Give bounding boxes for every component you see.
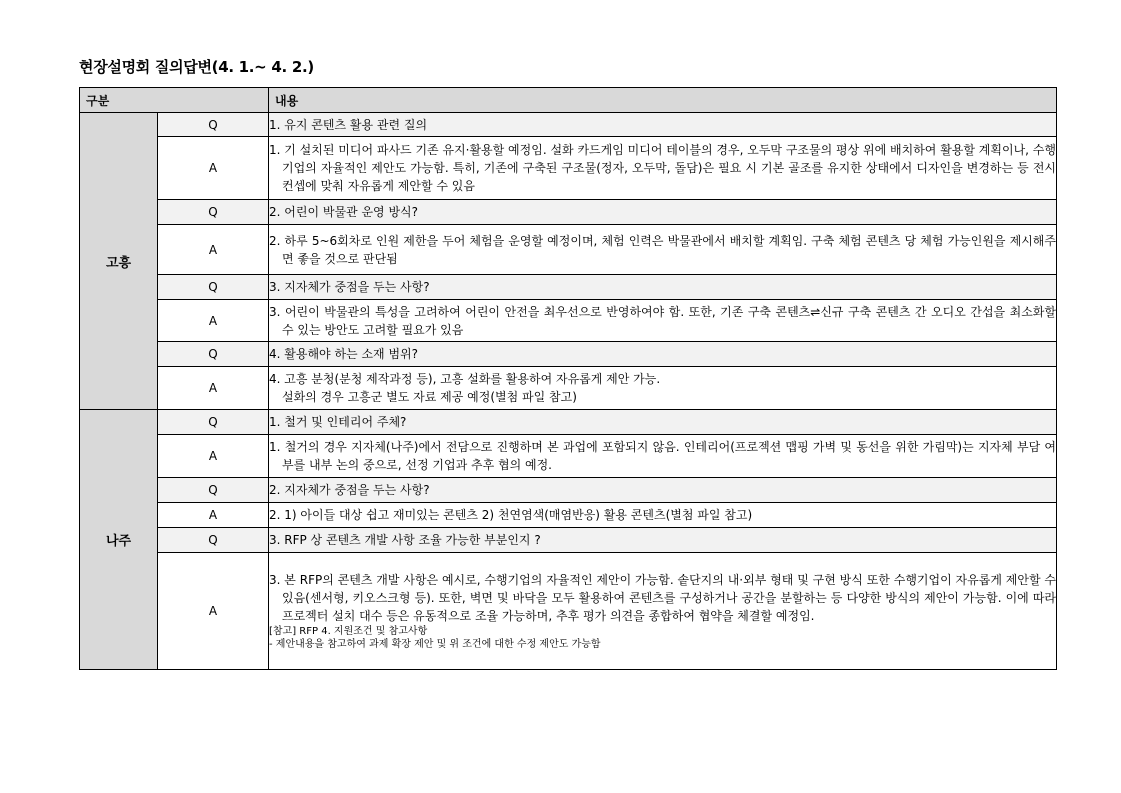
answer-text: 3. 어린이 박물관의 특성을 고려하여 어린이 안전을 최우선으로 반영하여야 함. 또한, 기존 구축 콘텐츠⇌신규 구축 콘텐츠 간 오디오 간섭을 최소화할 수 있는 방안도 고려할 필요가 있음 bbox=[269, 300, 1057, 342]
row-type: Q bbox=[158, 478, 269, 503]
table-header-row bbox=[80, 88, 1057, 113]
question-text: 3. 지자체가 중점을 두는 사항? bbox=[269, 275, 1057, 300]
table-row bbox=[80, 435, 1057, 478]
header-content: 내용 bbox=[269, 88, 1057, 113]
table-row bbox=[80, 410, 1057, 435]
question-text: 1. 철거 및 인테리어 주체? bbox=[269, 410, 1057, 435]
question-text: 3. RFP 상 콘텐츠 개발 사항 조율 가능한 부분인지 ? bbox=[269, 528, 1057, 553]
question-text: 4. 활용해야 하는 소재 범위? bbox=[269, 342, 1057, 367]
row-type: Q bbox=[158, 410, 269, 435]
table-row bbox=[80, 478, 1057, 503]
table-row bbox=[80, 528, 1057, 553]
region-label-naju: 나주 bbox=[80, 410, 158, 670]
table-row bbox=[80, 367, 1057, 410]
region-label-goheung: 고흥 bbox=[80, 113, 158, 410]
question-text: 2. 어린이 박물관 운영 방식? bbox=[269, 200, 1057, 225]
qa-table bbox=[79, 87, 1057, 670]
table-row bbox=[80, 225, 1057, 275]
row-type: Q bbox=[158, 275, 269, 300]
row-type: Q bbox=[158, 200, 269, 225]
answer-text: 2. 1) 아이들 대상 쉽고 재미있는 콘텐츠 2) 천연염색(매염반응) 활용 콘텐츠(별첨 파일 참고) bbox=[269, 503, 1057, 528]
row-type: A bbox=[158, 503, 269, 528]
table-row bbox=[80, 553, 1057, 670]
row-type: A bbox=[158, 300, 269, 342]
table-row bbox=[80, 503, 1057, 528]
row-type: A bbox=[158, 367, 269, 410]
reference-note: [참고] RFP 4. 지원조건 및 참고사항 bbox=[269, 626, 428, 637]
table-row bbox=[80, 113, 1057, 137]
answer-text: 2. 하루 5~6회차로 인원 제한을 두어 체험을 운영할 예정이며, 체험 인력은 박물관에서 배치할 계획임. 구축 체험 콘텐츠 당 체험 가능인원을 제시해주면 좋을 것으로 판단됨 bbox=[269, 225, 1057, 275]
table-row bbox=[80, 137, 1057, 200]
table-row bbox=[80, 275, 1057, 300]
row-type: A bbox=[158, 553, 269, 670]
answer-text: 1. 기 설치된 미디어 파사드 기존 유지·활용할 예정임. 설화 카드게임 미디어 테이블의 경우, 오두막 구조물의 평상 위에 배치하여 활용할 계획이나, 수행기업의 자율적인 제안도 가능함. 특히, 기존에 구축된 구조물(정자, 오두막, 돌담)은 필요 시 기본 골조를 유지한 상태에서 디자인을 변경하는 등 전시 컨셉에 맞춰 자유롭게 제안할 수 있음 bbox=[269, 137, 1057, 200]
row-type: A bbox=[158, 225, 269, 275]
row-type: A bbox=[158, 137, 269, 200]
row-type: Q bbox=[158, 113, 269, 137]
page-title: 현장설명회 질의답변(4. 1.~ 4. 2.) bbox=[79, 58, 314, 76]
reference-note-detail: - 제안내용을 참고하여 과제 확장 제안 및 위 조건에 대한 수정 제안도 가능함 bbox=[269, 639, 601, 650]
question-text: 2. 지자체가 중점을 두는 사항? bbox=[269, 478, 1057, 503]
table-row bbox=[80, 200, 1057, 225]
question-text: 1. 유지 콘텐츠 활용 관련 질의 bbox=[269, 113, 1057, 137]
row-type: Q bbox=[158, 342, 269, 367]
table-row bbox=[80, 342, 1057, 367]
answer-text: 3. 본 RFP의 콘텐츠 개발 사항은 예시로, 수행기업의 자율적인 제안이 가능함. 솥단지의 내·외부 형태 및 구현 방식 또한 수행기업이 자유롭게 제안할 수 있음(센서형, 키오스크형 등). 또한, 벽면 및 바닥을 모두 활용하여 콘텐츠를 구성하거나 공간을 분할하는 등 다양한 방식의 제안이 가능함. 이에 따라 프로젝터 설치 대수 등은 유동적으로 조율 가능하며, 추후 평가 의견을 종합하여 협약을 체결할 예정임. [참고] RFP 4. 지원조건 및 참고사항 - 제안내용을 참고하여 과제 확장 제안 및 위 조건에 대한 수정 제안도 가능함 bbox=[269, 553, 1057, 670]
table-row bbox=[80, 300, 1057, 342]
header-category: 구분 bbox=[80, 88, 269, 113]
row-type: A bbox=[158, 435, 269, 478]
answer-text: 1. 철거의 경우 지자체(나주)에서 전담으로 진행하며 본 과업에 포함되지 않음. 인테리어(프로젝션 맵핑 가벽 및 동선을 위한 가림막)는 지자체 부담 여부를 내부 논의 중으로, 선정 기업과 추후 협의 예정. bbox=[269, 435, 1057, 478]
answer-text: 4. 고흥 분청(분청 제작과정 등), 고흥 설화를 활용하여 자유롭게 제안 가능. 설화의 경우 고흥군 별도 자료 제공 예정(별첨 파일 참고) bbox=[269, 367, 1057, 410]
row-type: Q bbox=[158, 528, 269, 553]
